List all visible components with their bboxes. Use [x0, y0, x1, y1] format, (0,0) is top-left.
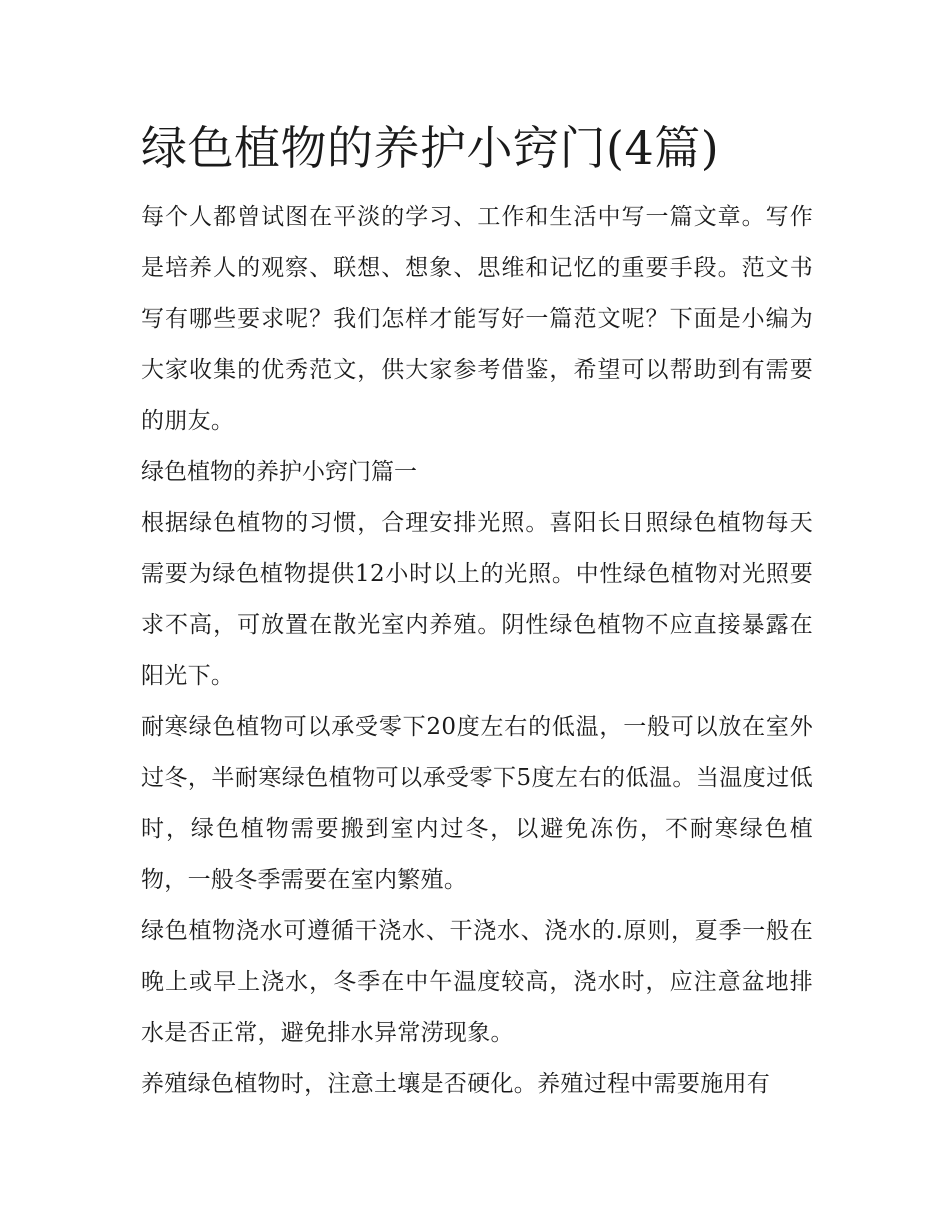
document-title: 绿色植物的养护小窍门(4篇) [141, 121, 720, 175]
body-paragraph: 根据绿色植物的习惯，合理安排光照。喜阳长日照绿色植物每天需要为绿色植物提供12小时以上的光照。中性绿色植物对光照要求不高，可放置在散光室内养殖。阴性绿色植物不应直接暴露在阳光下。 [141, 510, 813, 689]
document-page [141, 118, 813, 1110]
body-paragraph: 耐寒绿色植物可以承受零下20度左右的低温，一般可以放在室外过冬，半耐寒绿色植物可以承受零下5度左右的低温。当温度过低时，绿色植物需要搬到室内过冬，以避免冻伤，不耐寒绿色植物，一般冬季需要在室内繁殖。 [141, 714, 813, 893]
body-paragraph: 养殖绿色植物时，注意土壤是否硬化。养殖过程中需要施用有 [141, 1071, 771, 1097]
intro-paragraph: 每个人都曾试图在平淡的学习、工作和生活中写一篇文章。写作是培养人的观察、联想、想象、思维和记忆的重要手段。范文书写有哪些要求呢？我们怎样才能写好一篇范文呢？下面是小编为大家收集的优秀范文，供大家参考借鉴，希望可以帮助到有需要的朋友。 [141, 204, 813, 434]
body-paragraph: 绿色植物浇水可遵循干浇水、干浇水、浇水的.原则，夏季一般在晚上或早上浇水，冬季在中午温度较高，浇水时，应注意盆地排水是否正常，避免排水异常涝现象。 [141, 918, 813, 1046]
section-heading: 绿色植物的养护小窍门篇一 [141, 459, 417, 485]
